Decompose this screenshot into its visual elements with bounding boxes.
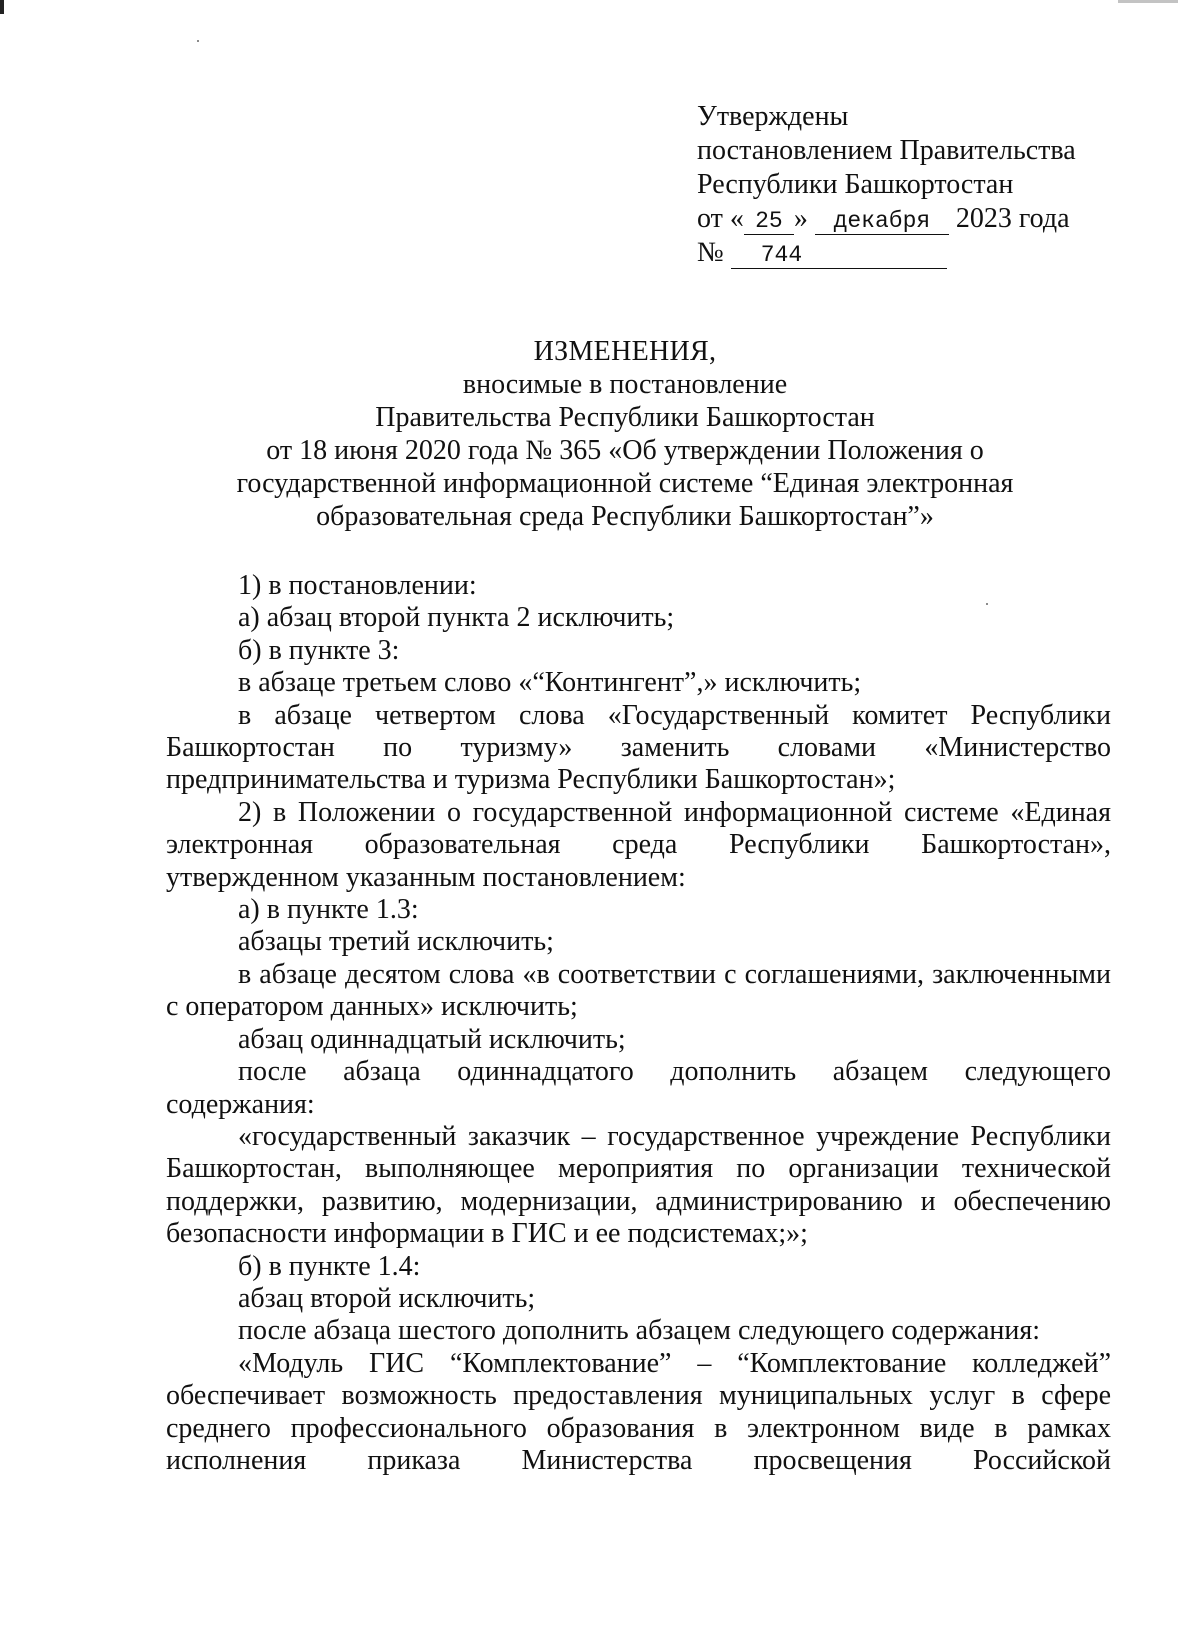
scan-edge-mark — [1118, 0, 1178, 3]
scan-edge-mark — [0, 0, 4, 14]
paragraph: после абзаца шестого дополнить абзацем следующего содержания: — [238, 1315, 1041, 1347]
approval-line: Республики Башкортостан — [697, 169, 1014, 200]
approval-line: Утверждены — [697, 101, 849, 132]
paragraph: б) в пункте 1.4: — [238, 1250, 421, 1282]
paragraph: 1) в постановлении: — [238, 570, 477, 601]
paragraph: а) абзац второй пункта 2 исключить; — [238, 602, 675, 634]
approval-line: постановлением Правительства — [697, 135, 1076, 166]
paragraph: в абзаце третьем слово «“Контингент”,» исключить; — [238, 667, 862, 699]
number-sign: № — [697, 237, 724, 268]
title-line: образовательная среда Республики Башкортостан”» — [316, 501, 934, 532]
paragraph: 2) в Положении о государственной информационной системе «Единая электронная образовательная среда Республики Башкортостан», утвержденном указанным постановлением: — [166, 796, 1111, 893]
document-number: 744 — [731, 242, 947, 269]
date-prefix: от « — [697, 203, 744, 234]
document-body — [166, 570, 1111, 1477]
date-day: 25 — [744, 208, 794, 235]
title-line: вносимые в постановление — [462, 369, 788, 400]
approval-block — [697, 100, 1076, 270]
approval-number — [697, 236, 1076, 270]
paragraph: абзац одиннадцатый исключить; — [238, 1023, 626, 1055]
paragraph: в абзаце четвертом слова «Государственный комитет Республики Башкортостан по туризму» заменить словами «Министерство предпринимательства и туризма Республики Башкортостан»; — [166, 699, 1111, 796]
title-line: Правительства Республики Башкортостан — [375, 402, 875, 433]
approval-date — [697, 202, 1076, 236]
document-title — [160, 335, 1090, 533]
date-mid: » — [793, 203, 808, 234]
paragraph: абзац второй исключить; — [238, 1282, 536, 1314]
paragraph: а) в пункте 1.3: — [238, 894, 419, 926]
paragraph: в абзаце десятом слова «в соответствии с соглашениями, заключенными с оператором данных» исключить; — [166, 958, 1111, 1023]
title-line: от 18 июня 2020 года № 365 «Об утверждении Положения о — [266, 435, 984, 466]
title-line: государственной информационной системе “Единая электронная — [236, 468, 1014, 499]
date-month: декабря — [815, 208, 949, 235]
scan-speck — [197, 40, 199, 42]
paragraph: «государственный заказчик – государственное учреждение Республики Башкортостан, выполняющее мероприятия по организации технической поддержки, развитию, модернизации, администрированию и обеспечению безопасности информации в ГИС и ее подсистемах;»; — [166, 1120, 1111, 1250]
paragraph: после абзаца одиннадцатого дополнить абзацем следующего содержания: — [166, 1056, 1111, 1120]
paragraph: абзацы третий исключить; — [238, 926, 554, 958]
date-year: 2023 года — [955, 203, 1070, 234]
paragraph: «Модуль ГИС “Комплектование” – “Комплектование колледжей” обеспечивает возможность предоставления муниципальных услуг в сфере среднего профессионального образования в электронном виде в рамках исполнения приказа Министерства просвещения Российской — [166, 1347, 1111, 1476]
paragraph: б) в пункте 3: — [238, 634, 400, 666]
title-main: ИЗМЕНЕНИЯ, — [533, 336, 717, 367]
